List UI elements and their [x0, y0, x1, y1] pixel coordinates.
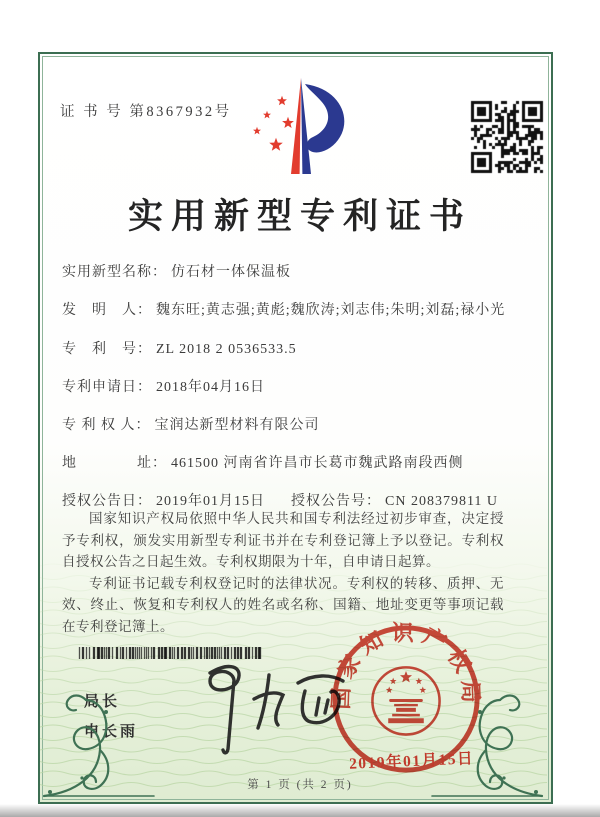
- field-row-inventors: [62, 299, 514, 319]
- grant-no-label: 授权公告号：: [291, 494, 381, 509]
- field-row-filing-date: [62, 376, 514, 396]
- legal-paragraph-1: 国家知识产权局依照中华人民共和国专利法经过初步审查，决定授予专利权，颁发实用新型专利证书并在专利登记簿上予以登记。专利权自授权公告之日起生效。专利权期限为十年，自申请日起算。: [62, 511, 504, 569]
- legal-text-block: [62, 508, 504, 637]
- field-label: 实用新型名称：: [62, 265, 167, 280]
- grant-date-value: 2019年01月15日: [156, 494, 265, 509]
- seal-text: 国家知识产权局: [328, 620, 484, 711]
- field-row-patent-no: [62, 338, 514, 358]
- seal-date: 2019年01月15日: [348, 750, 475, 773]
- field-value: 2018年04月16日: [156, 380, 265, 395]
- certificate-number: 证 书 号 第8367932号: [60, 104, 232, 120]
- field-value: 魏东旺;黄志强;黄彪;魏欣涛;刘志伟;朱明;刘磊;禄小光: [156, 303, 506, 318]
- page-footer: 第 1 页 (共 2 页): [247, 779, 353, 791]
- field-row-address: [62, 452, 514, 472]
- field-label: 专利申请日：: [62, 380, 152, 395]
- field-row-grant: [62, 490, 514, 510]
- field-value: 仿石材一体保温板: [171, 265, 291, 280]
- field-label: 地 址：: [62, 456, 167, 471]
- cnipa-logo-icon: [247, 74, 357, 180]
- field-label: 专 利 权 人：: [62, 418, 151, 433]
- field-row-patentee: [62, 414, 514, 434]
- field-value: ZL 2018 2 0536533.5: [156, 342, 297, 357]
- field-row-name: [62, 261, 514, 281]
- field-value: 宝润达新型材料有限公司: [154, 418, 320, 433]
- photo-bottom-shadow: [0, 804, 600, 817]
- signer-name: 申长雨: [84, 723, 139, 740]
- national-emblem-icon: [372, 667, 439, 734]
- grant-no-value: CN 208379811 U: [385, 494, 499, 509]
- certificate-title: 实用新型专利证书: [127, 197, 472, 236]
- legal-paragraph-2: 专利证书记载专利权登记时的法律状况。专利权的转移、质押、无效、终止、恢复和专利权人的姓名或名称、国籍、地址变更等事项记载在专利登记簿上。: [62, 575, 504, 634]
- field-label: 发 明 人：: [62, 303, 152, 318]
- field-value: 461500 河南省许昌市长葛市魏武路南段西侧: [171, 456, 464, 471]
- qr-code: [469, 99, 545, 175]
- grant-date-label: 授权公告日：: [62, 494, 152, 509]
- signer-title: 局长: [84, 693, 121, 710]
- field-label: 专 利 号：: [62, 342, 152, 357]
- svg-text:国家知识产权局: [328, 620, 484, 710]
